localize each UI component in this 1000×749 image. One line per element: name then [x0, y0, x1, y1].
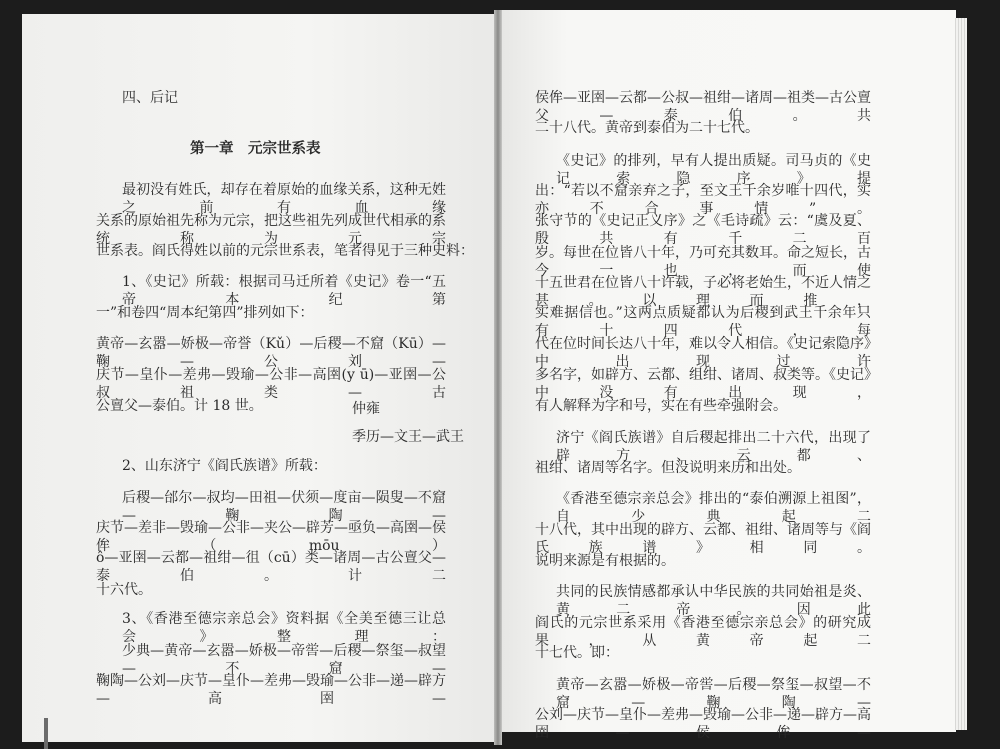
right-page-text-line: 《香港至德宗亲总会》排出的“泰伯溯源上祖图”，自少典起二 [556, 491, 871, 525]
left-page-text-line: 庆节—差非—毁瑜—公非—夹公—辟芳—亟负—高圉—侯侔（mōu） [96, 520, 446, 554]
left-page-text-line: 四、后记 [122, 90, 178, 106]
left-page-text-line: 仲雍 [352, 401, 380, 417]
left-page-text-line: 季历—文王—武王 [352, 429, 464, 445]
left-page-text-line: 2、山东济宁《阎氏族谱》所载： [122, 458, 327, 474]
right-page-text-line: 有人解释为字和号，实在有些牵强附会。 [535, 398, 787, 414]
right-page-text-line: 阎氏的元宗世系采用《香港至德宗亲总会》的研究成果，从黄帝起二 [535, 615, 871, 649]
book-gutter [494, 10, 502, 745]
right-page-text-line: 岁。每世在位皆八十年，乃可充其数耳。命之短长，古今一也，而使 [535, 245, 871, 279]
chapter-title: 第一章 元宗世系表 [190, 140, 321, 157]
left-page-text-line: ô—亚圉—云都—祖绀—徂（cū）类—诸周—古公亶父—泰伯。计二 [96, 550, 446, 584]
right-page-text-line: 实难据信也。”这两点质疑都认为后稷到武王千余年只有十四代，每 [535, 305, 871, 339]
bookmark-ribbon [44, 718, 48, 749]
left-page-text-line: 庆节—皇仆—差弗—毁瑜—公非—高圉(y ū)—亚圉—公叔祖类—古 [96, 367, 446, 401]
left-page-text-line: 少典—黄帝—玄嚣—娇极—帝喾—后稷—祭玺—叔望—不窟— [122, 643, 446, 677]
right-page-text-line: 公刘—庆节—皇仆—差弗—毁瑜—公非—递—辟方—高圉—侯侔— [535, 707, 871, 741]
right-page-text-line: 十五世君在位皆八十许载，子必将老始生，不近人情之甚。以理而推， [535, 275, 871, 309]
left-page-text-line: 一”和卷四“周本纪第四”排列如下： [96, 305, 314, 321]
page-edges [955, 18, 967, 730]
left-page-text-line: 世系表。阎氏得姓以前的元宗世系表，笔者得见于三种史料： [96, 243, 474, 259]
right-page-text-line: 代在位时间长达八十年，难以令人相信。《史记索隐序》中出现过许 [535, 336, 871, 370]
left-page-text-line: 黄帝—玄嚣—娇极—帝誉（Kǔ）—后稷—不窟（Kū）—鞠—公刘— [96, 336, 446, 370]
left-page-text-line: 后稷—邰尔—叔均—田祖—伏须—度亩—陨叟—不窟—鞠陶— [122, 490, 446, 524]
right-page-text-line: 二十八代。黄帝到泰伯为二十七代。 [535, 120, 759, 136]
right-page-text-line: 出：“若以不窟亲弃之子，至文王千余岁唯十四代，实亦不合事情”。 [535, 183, 871, 217]
left-page-text-line: 鞠陶—公刘—庆节—皇仆—差弗—毁瑜—公非—递—辟方—高圉— [96, 673, 446, 707]
right-page-text-line: 共同的民族情感都承认中华民族的共同始祖是炎、黄二帝。因此 [556, 584, 871, 618]
left-page-text-line: 十六代。 [96, 582, 152, 598]
left-page-text-line: 3、《香港至德宗亲总会》资料据《全美至德三让总会》整理： [122, 611, 446, 645]
right-page-text-line: 侯侔—亚圉—云都—公叔—祖绀—诸周—祖类—古公亶父—泰伯。共 [535, 90, 871, 124]
right-page-text-line: 黄帝—玄嚣—娇极—帝喾—后稷—祭玺—叔望—不窟—鞠陶— [556, 677, 871, 711]
left-page-text-line: 公亶父—泰伯。计 18 世。 [96, 398, 263, 414]
right-page-text-line: 《史记》的排列，早有人提出质疑。司马贞的《史记索隐序》提 [556, 153, 871, 187]
right-page-text-line: 多名字，如辟方、云都、组绀、诸周、叔类等。《史记》中没有出现， [535, 367, 871, 401]
right-page-text-line: 说明来源是有根据的。 [535, 553, 675, 569]
right-page-text-line: 张守节的《史记正义序》之《毛诗疏》云：“虞及夏、殷共有千二百 [535, 213, 871, 247]
right-page-text-line: 十八代，其中出现的辟方、云都、祖绀、诸周等与《阎氏族谱》相同。 [535, 522, 871, 556]
right-page-text-line: 济宁《阎氏族谱》自后稷起排出二十六代，出现了辟方、云都、 [556, 430, 871, 464]
left-page-text-line: 1、《史记》所载：根据司马迁所着《史记》卷一“五帝本纪第 [122, 274, 446, 308]
left-page-text-line: 关系的原始祖先称为元宗，把这些祖先列成世代相承的系统称为元宗 [96, 213, 446, 247]
right-page-text-line: 祖绀、诸周等名字。但没说明来历和出处。 [535, 460, 801, 476]
right-page-text-line: 十七代。即： [535, 645, 619, 661]
left-page-text-line: 最初没有姓氏，却存在着原始的血缘关系，这种无姓之前有血缘 [122, 182, 446, 216]
